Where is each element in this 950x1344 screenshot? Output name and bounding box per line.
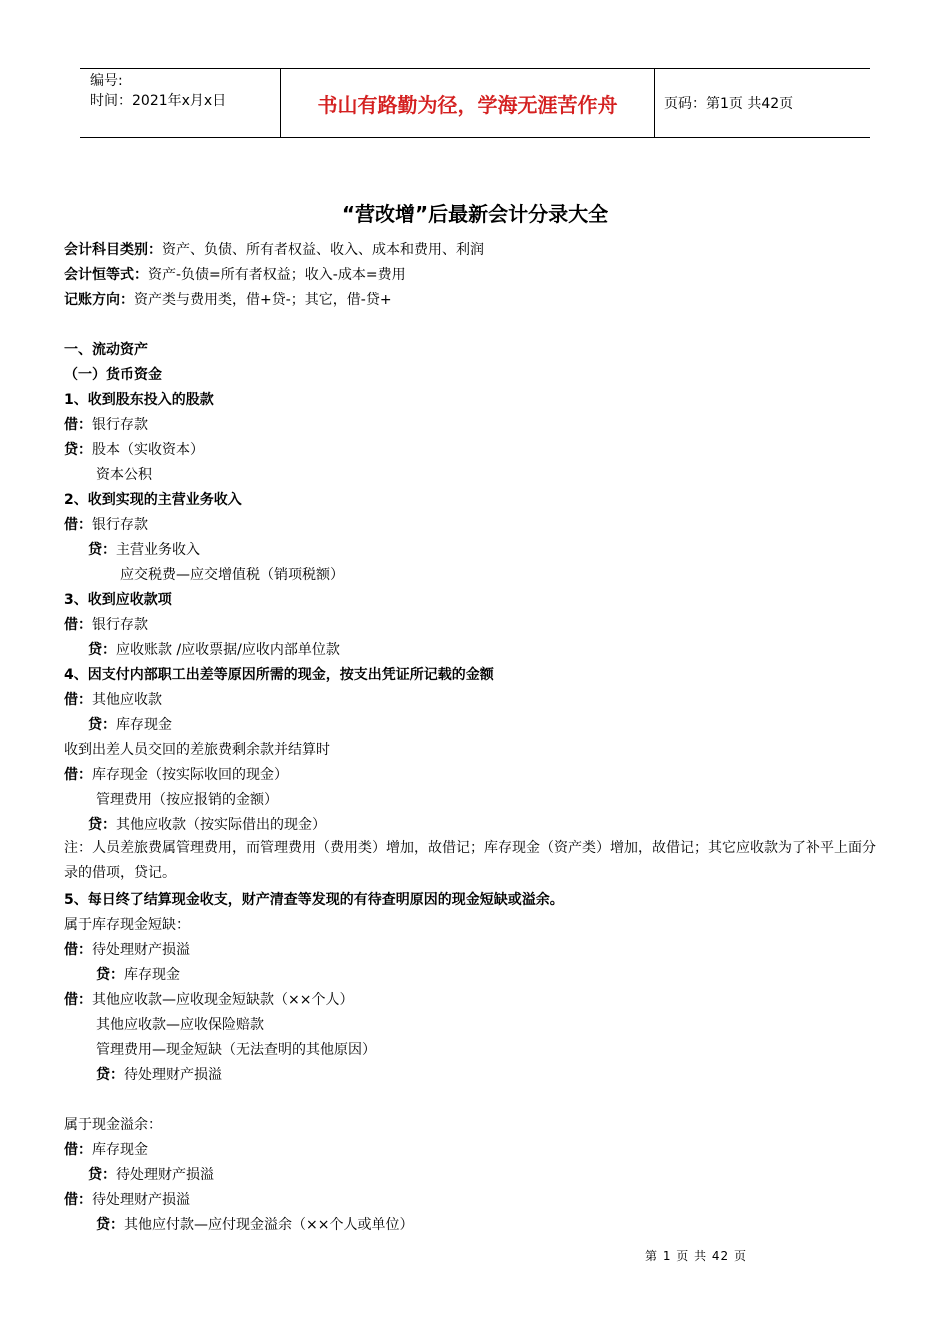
item-heading: 1、收到股东投入的股款 (64, 392, 214, 408)
section-heading: 一、流动资产 (64, 342, 148, 358)
entry-line: 贷：待处理财产损溢 (96, 1067, 222, 1083)
entry-line: 贷：待处理财产损溢 (88, 1167, 214, 1183)
header-page-info: 页码：第1页 共42页 (664, 96, 794, 112)
item-heading: 5、每日终了结算现金收支，财产清查等发现的有待查明原因的现金短缺或溢余。 (64, 892, 564, 908)
plain-line: 属于库存现金短缺： (64, 917, 190, 933)
entry-line: 借：银行存款 (64, 517, 148, 533)
item-heading: 2、收到实现的主营业务收入 (64, 492, 242, 508)
entry-line: 借：库存现金（按实际收回的现金） (64, 767, 288, 783)
item-heading: 3、收到应收款项 (64, 592, 172, 608)
note-paragraph: 注：人员差旅费属管理费用，而管理费用（费用类）增加，故借记；库存现金（资产类）增加，故借记；其它应收款为了补平上面分录的借项，贷记。 (64, 840, 876, 881)
entry-line: 借：其他应收款—应收现金短缺款（××个人） (64, 992, 354, 1008)
entry-line: 借：库存现金 (64, 1142, 148, 1158)
intro-line: 会计恒等式：资产-负债=所有者权益；收入-成本=费用 (64, 267, 406, 283)
entry-line: 贷：其他应付款—应付现金溢余（××个人或单位） (96, 1217, 414, 1233)
subsection-heading: （一）货币资金 (64, 367, 162, 383)
entry-line: 借：银行存款 (64, 417, 148, 433)
intro-line: 会计科目类别：资产、负债、所有者权益、收入、成本和费用、利润 (64, 242, 484, 258)
time-label: 时间：2021年x月x日 (90, 93, 227, 109)
entry-line: 贷：库存现金 (88, 717, 172, 733)
item-heading: 4、因支付内部职工出差等原因所需的现金，按支出凭证所记载的金额 (64, 667, 494, 683)
header-motto: 书山有路勤为径，学海无涯苦作舟 (281, 69, 655, 137)
entry-line: 管理费用（按应报销的金额） (96, 792, 278, 808)
entry-line: 贷：主营业务收入 (88, 542, 200, 558)
entry-line: 借：待处理财产损溢 (64, 1192, 190, 1208)
entry-line: 借：待处理财产损溢 (64, 942, 190, 958)
entry-line: 借：银行存款 (64, 617, 148, 633)
entry-line: 借：其他应收款 (64, 692, 162, 708)
entry-line: 贷：库存现金 (96, 967, 180, 983)
plain-line: 收到出差人员交回的差旅费剩余款并结算时 (64, 742, 330, 758)
page-footer: 第 1 页 共 42 页 (645, 1249, 747, 1263)
entry-line: 贷：股本（实收资本） (64, 442, 204, 458)
document-title: “营改增”后最新会计分录大全 (341, 202, 609, 226)
entry-line: 其他应收款—应收保险赔款 (96, 1017, 264, 1033)
entry-line: 管理费用—现金短缺（无法查明的其他原因） (96, 1042, 376, 1058)
intro-line: 记账方向：资产类与费用类，借+贷-；其它，借-贷+ (64, 292, 392, 308)
document-header (80, 68, 870, 138)
header-meta-cell (80, 69, 281, 137)
number-label: 编号: (90, 73, 123, 89)
entry-line: 资本公积 (96, 467, 152, 483)
plain-line: 属于现金溢余： (64, 1117, 162, 1133)
entry-line: 应交税费—应交增值税（销项税额） (120, 567, 344, 583)
entry-line: 贷：应收账款 /应收票据/应收内部单位款 (88, 642, 340, 658)
entry-line: 贷：其他应收款（按实际借出的现金） (88, 817, 326, 833)
